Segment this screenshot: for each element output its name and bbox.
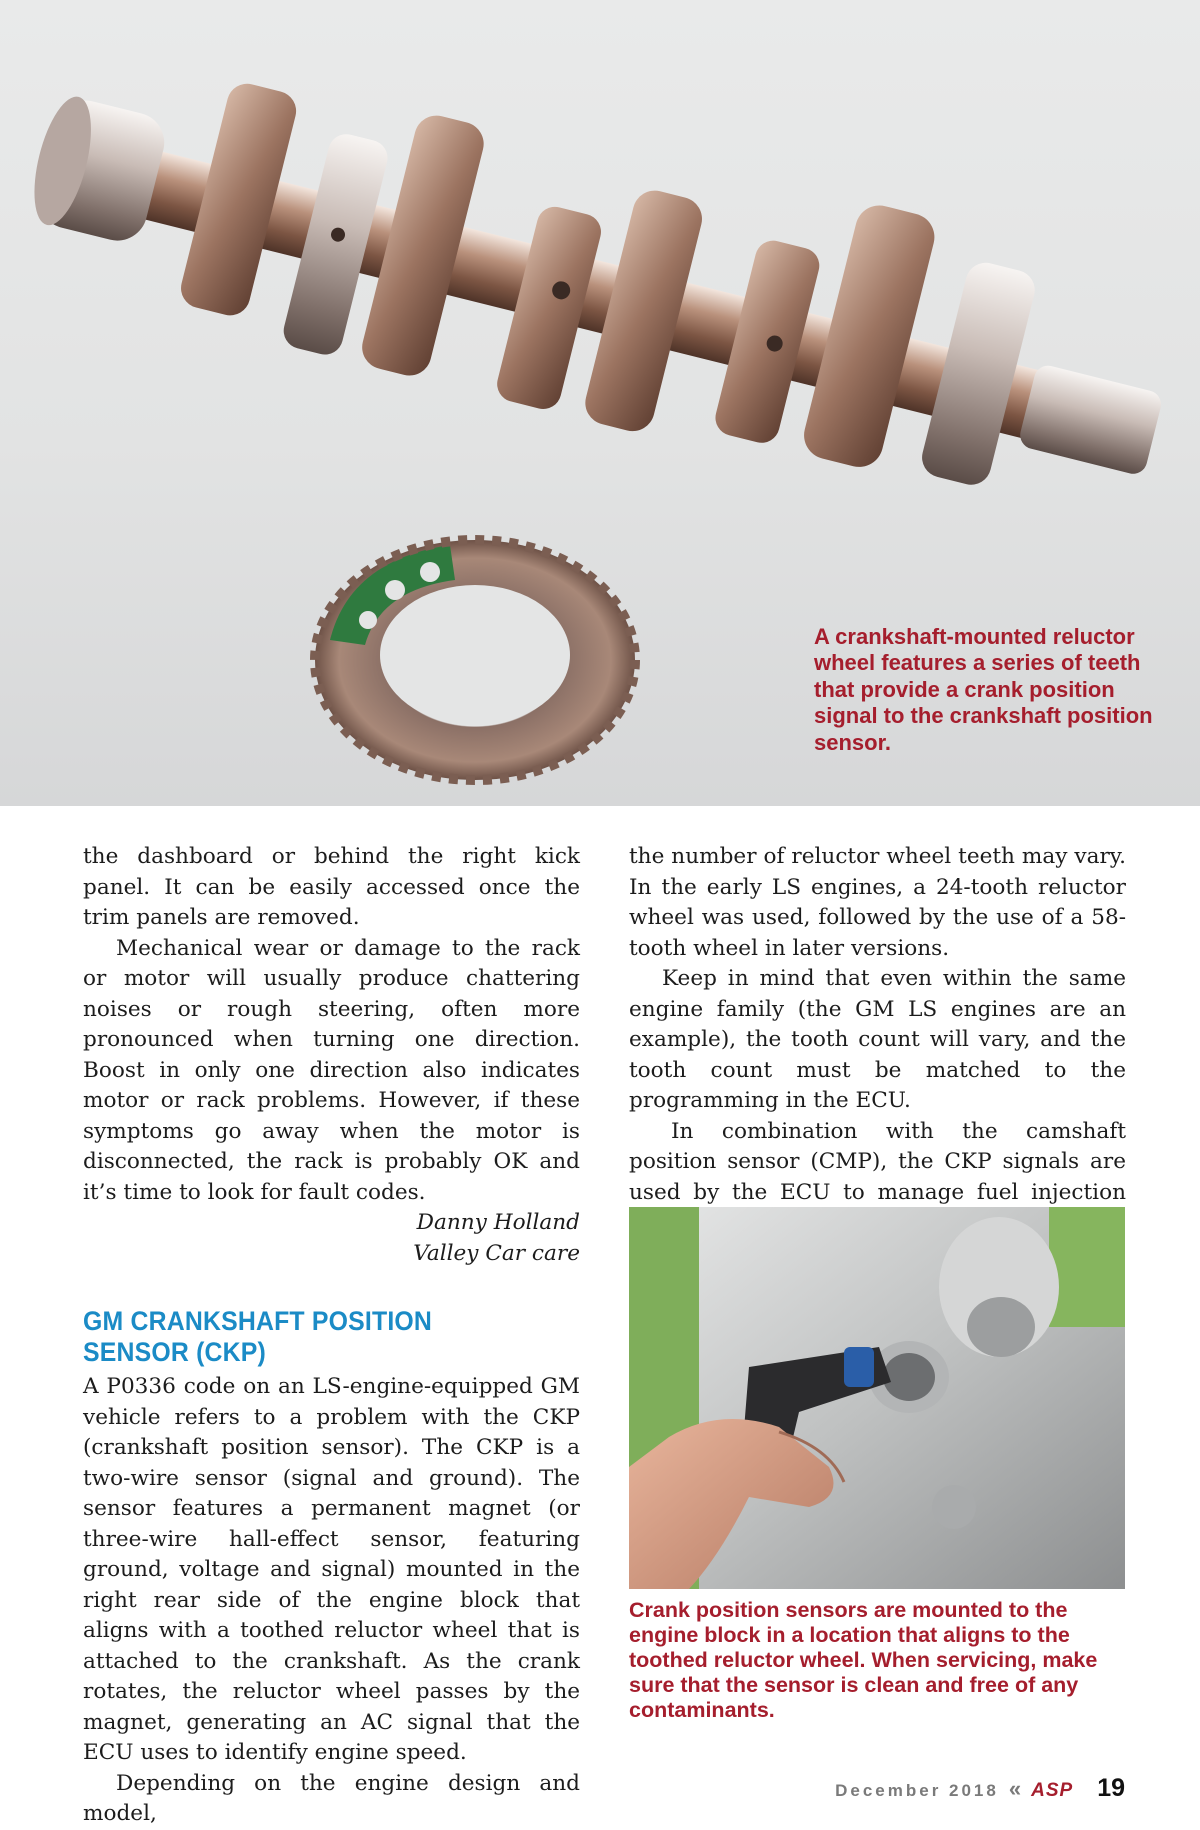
section-headline-line-1: GM CRANKSHAFT POSITION (83, 1306, 433, 1336)
author-name: Danny Holland (416, 1210, 580, 1235)
right-paragraph-1: the number of reluctor wheel teeth may vary. In the early LS engines, a 24-tooth reluctor wheel was used, followed by the use of a 58-tooth wheel in later versions. (629, 844, 1126, 961)
reluctor-wheel (315, 540, 635, 780)
left-column (83, 842, 580, 1830)
page-number: 19 (1097, 1774, 1125, 1802)
sensor-photo (629, 1207, 1125, 1589)
left-paragraph-4: Depending on the engine design and model, (83, 1770, 580, 1826)
section-headline (83, 1306, 540, 1368)
magazine-name: ASP (1031, 1780, 1074, 1801)
left-paragraph-3: A P0336 code on an LS-engine-equipped GM vehicle refers to a problem with the CKP (crankshaft position sensor). The CKP is a two-wire sensor (signal and ground). The sensor features a permanent magnet (or three-wire hall-effect sensor, featuring ground, voltage and signal) mounted in the right rear side of the engine block that aligns with a toothed reluctor wheel that is attached to the crankshaft. As the crank rotates, the reluctor wheel passes by the magnet, generating an AC signal that the ECU uses to identify engine speed. (83, 1374, 580, 1765)
right-paragraph-2: Keep in mind that even within the same engine family (the GM LS engines are an example), the tooth count will vary, and the tooth count must be matched to the programming in the ECU. (629, 966, 1126, 1113)
left-paragraph-1: the dashboard or behind the right kick panel. It can be easily accessed once the trim panels are removed. (83, 844, 580, 930)
page-footer (835, 1774, 1125, 1803)
right-column (629, 842, 1126, 1239)
crankshaft-photo (0, 0, 1200, 806)
author-shop: Valley Car care (413, 1240, 580, 1266)
right-paragraph-3: In combination with the camshaft position sensor (CMP), the CKP signals are used by the ECU to manage fuel injection (629, 1118, 1126, 1205)
sensor-illustration (629, 1207, 1125, 1589)
issue-date: December 2018 (835, 1781, 999, 1800)
section-headline-line-2: SENSOR (CKP) (83, 1337, 267, 1367)
left-paragraph-2: Mechanical wear or damage to the rack or motor will usually produce chattering noises or rough steering, often more pronounced when turning one direction. Boost in only one direction also indicates motor or rack problems. However, if these symptoms go away when the motor is disconnected, the rack is probably OK and it’s time to look for fault codes. (83, 935, 580, 1205)
hero-photo-caption: A crankshaft-mounted reluctor wheel features a series of teeth that provide a crank position signal to the crankshaft position sensor. (814, 624, 1153, 755)
footer-separator: « (1008, 1776, 1022, 1801)
sensor-photo-caption: Crank position sensors are mounted to the engine block in a location that aligns to the toothed reluctor wheel. When servicing, make sure that the sensor is clean and free of any contaminants. (629, 1598, 1098, 1722)
